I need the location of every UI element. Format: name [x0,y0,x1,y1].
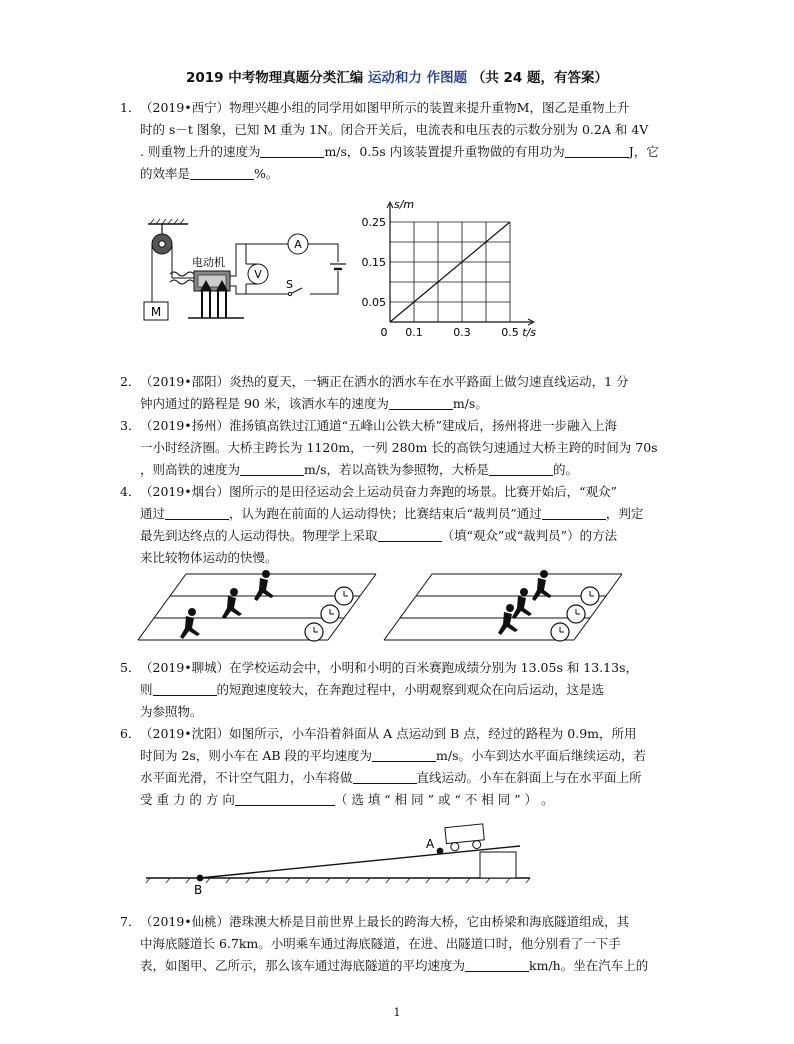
answer-blank[interactable] [153,681,217,696]
question-text: （填“观众”或“裁判员”）的方法 [441,528,618,543]
question-text: . 则重物上升的速度为 [140,144,261,159]
question-line [140,459,680,481]
question [108,415,680,481]
track-left [138,574,376,640]
question-text: 最先到达终点的人运动得快。物理学上采取 [140,528,378,543]
question-text: %。 [254,166,279,181]
question-number: 3． [120,418,141,433]
question-line [140,163,680,185]
voltmeter-label: V [254,268,262,281]
question [108,97,680,185]
question-text: （ 选 填 “ 相 同 ” 或 “ 不 相 同 ” ） 。 [334,792,554,807]
question-line [140,701,680,723]
motor-label: 电动机 [192,256,225,269]
question-line [140,525,680,547]
page-number: 1 [393,1006,401,1019]
question [108,723,680,811]
runner-icon [498,604,518,635]
question-line [140,119,680,141]
y-tick-label: 0.15 [361,256,386,269]
question [108,371,680,415]
question-text: （2019•烟台）图所示的是田径运动会上运动员奋力奔跑的场景。比赛开始后，“观众” [140,484,617,499]
question-line [140,141,680,163]
question-text: ，则高铁的速度为 [140,462,241,477]
question-text: （2019•聊城）在学校运动会中，小明和小明的百米赛跑成绩分别为 13.05s 和 13.13s， [140,660,639,675]
question-text: 时间为 2s，则小车在 AB 段的平均速度为 [140,748,373,763]
question-text: 通过 [140,506,166,521]
y-tick-label: 0.05 [361,296,386,309]
question-line [140,503,680,525]
question-text: ，认为跑在前面的人运动得快；比赛结束后“裁判员”通过 [229,506,542,521]
question-line [140,481,680,503]
runner-icon [512,588,532,619]
series-line [390,222,510,322]
incline-figure [140,822,540,898]
question-line [140,789,680,811]
answer-blank[interactable] [465,957,529,972]
y-axis-label: s/m [394,198,415,211]
question-text: （2019•扬州）淮扬镇高铁过江通道“五峰山公铁大桥”建成后，扬州将进一步融入上海 [140,418,617,433]
answer-blank[interactable] [235,791,335,806]
page-title [0,66,794,86]
question-line [140,657,680,679]
answer-blank[interactable] [378,527,442,542]
question-text: m/s，若以高铁为参照物，大桥是 [304,462,489,477]
cart-icon [445,824,485,852]
question-text: km/h。坐在汽车上的 [529,958,649,973]
question-text: 中海底隧道长 6.7km。小明乘车通过海底隧道，在进、出隧道口时，他分别看了一下手 [140,936,621,951]
question-number: 2． [120,374,141,389]
question-text: J，它 [628,144,659,159]
question [108,481,680,569]
y-tick-label: 0.25 [361,216,386,229]
question-line [140,415,680,437]
title-topic: 运动和力 作图题 [367,70,468,86]
answer-blank[interactable] [165,505,229,520]
runner-icon [222,588,242,619]
question-line [140,97,680,119]
x-axis-label: t/s [522,326,536,339]
question-text: 时的 s－t 图象，已知 M 重为 1N。闭合开关后，电流表和电压表的示数分别为 0.2A 和 4V [140,122,649,137]
question-number: 5． [120,660,141,675]
question-text: （2019•沈阳）如图所示，小车沿着斜面从 A 点运动到 B 点，经过的路程为 0.9m，所用 [140,726,637,741]
mass-label: M [150,305,162,319]
question [108,657,680,723]
question-text: （2019•仙桃）港珠澳大桥是目前世界上最长的跨海大桥，它由桥梁和海底隧道组成，其 [140,914,630,929]
question-number: 4． [120,484,141,499]
x-tick-label: 0.1 [405,326,423,339]
question-line [140,745,680,767]
question-text: 的。 [553,462,579,477]
runner-icon [180,608,200,639]
question-text: 为参照物。 [140,704,203,719]
question-text: m/s。 [452,396,488,411]
question-text: 的效率是 [140,166,191,181]
title-prefix: 2019 中考物理真题分类汇编 [185,70,364,86]
question-line [140,547,680,569]
answer-blank[interactable] [190,165,254,180]
question-number: 1． [120,100,141,115]
point-b-label: B [194,883,203,897]
question-text: 钟内通过的路程是 90 米，该洒水车的速度为 [140,396,389,411]
question-line [140,767,680,789]
apparatus-figure [140,218,360,336]
switch-label: S [286,278,293,291]
answer-blank[interactable] [489,461,553,476]
ammeter-label: A [294,238,302,251]
title-suffix: （共 24 题，有答案） [471,70,609,86]
question-line [140,723,680,745]
answer-blank[interactable] [240,461,304,476]
question-line [140,437,680,459]
question-text: 的短跑速度较大，在奔跑过程中，小明观察到观众在向后运动，这是选 [216,682,605,697]
answer-blank[interactable] [542,505,606,520]
answer-blank[interactable] [372,747,436,762]
point-a-label: A [426,837,435,851]
question-line [140,955,680,977]
answer-blank[interactable] [353,769,417,784]
question-text: ，判定 [605,506,644,521]
x-tick-label: 0 [380,326,388,339]
question-line [140,393,680,415]
question-text: m/s，0.5s 内该装置提升重物做的有用功为 [324,144,565,159]
question-text: 表，如图甲、乙所示，那么该车通过海底隧道的平均速度为 [140,958,466,973]
answer-blank[interactable] [260,143,324,158]
answer-blank[interactable] [389,395,453,410]
question-text: m/s。小车到达水平面后继续运动，若 [436,748,646,763]
answer-blank[interactable] [565,143,629,158]
question-text: （2019•邵阳）炎热的夏天，一辆正在洒水的洒水车在水平路面上做匀速直线运动，1 分 [140,374,629,389]
question [108,911,680,977]
st-graph-chart [350,198,550,358]
clock-icon [305,587,599,641]
race-figure [130,568,670,646]
question-text: 受 重 力 的 方 向 [140,792,235,807]
question-line [140,679,680,701]
question-line [140,911,680,933]
question-line [140,371,680,393]
question-text: （2019•西宁）物理兴趣小组的同学用如图甲所示的装置来提升重物M，图乙是重物上升 [140,100,630,115]
question-text: 则 [140,682,153,697]
question-text: 水平面光滑，不计空气阻力，小车将做 [140,770,353,785]
x-tick-label: 0.5 [501,326,519,339]
question-text: 一小时经济圈。大桥主跨长为 1120m，一列 280m 长的高铁匀速通过大桥主跨的时间为 70s [140,440,658,455]
question-number: 6． [120,726,141,741]
question-number: 7． [120,914,141,929]
question-text: 来比较物体运动的快慢。 [140,550,278,565]
question-line [140,933,680,955]
question-text: 直线运动。小车在斜面上与在水平面上所 [416,770,642,785]
x-tick-label: 0.3 [453,326,471,339]
